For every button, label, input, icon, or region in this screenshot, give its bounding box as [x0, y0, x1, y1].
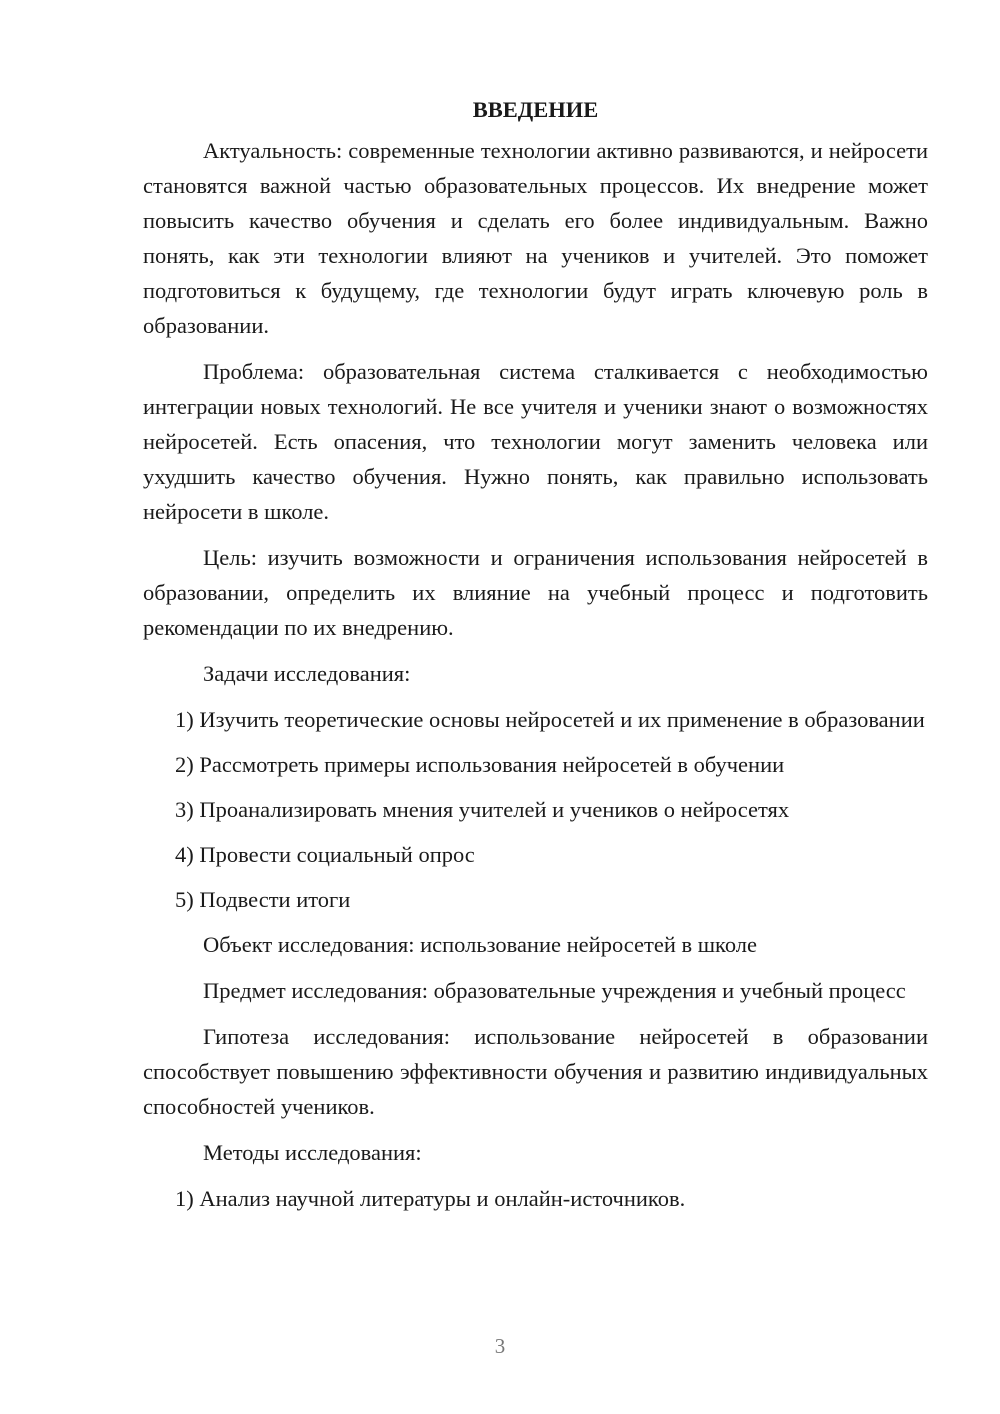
paragraph-relevance: Актуальность: современные технологии активно развиваются, и нейросети становятся важной частью образовательных процессов. Их внедрение может повысить качество обучения и сделать его более индивидуальным. Важно понять, как эти технологии влияют на учеников и учителей. Это поможет подготовиться к будущему, где технологии будут играть ключевую роль в образовании.: [143, 138, 928, 338]
task-item: 4) Провести социальный опрос: [175, 842, 475, 867]
document-page: [143, 92, 928, 1226]
task-item: 3) Проанализировать мнения учителей и учеников о нейросетях: [175, 797, 790, 822]
paragraph-hypothesis: Гипотеза исследования: использование нейросетей в образовании способствует повышению эффективности обучения и развитию индивидуальных способностей учеников.: [143, 1024, 928, 1119]
page-number: 3: [494, 1334, 506, 1358]
paragraph-problem: Проблема: образовательная система сталкивается с необходимостью интеграции новых технологий. Не все учителя и ученики знают о возможностях нейросетей. Есть опасения, что технологии могут заменить человека или ухудшить качество обучения. Нужно понять, как правильно использовать нейросети в школе.: [143, 359, 928, 524]
paragraph-goal: Цель: изучить возможности и ограничения использования нейросетей в образовании, определить их влияние на учебный процесс и подготовить рекомендации по их внедрению.: [143, 545, 928, 640]
methods-heading: Методы исследования:: [203, 1140, 422, 1165]
task-item: 5) Подвести итоги: [175, 887, 351, 912]
tasks-heading: Задачи исследования:: [203, 661, 411, 686]
task-item: 2) Рассмотреть примеры использования нейросетей в обучении: [175, 752, 785, 777]
method-item: 1) Анализ научной литературы и онлайн-источников.: [175, 1186, 686, 1211]
section-heading: ВВЕДЕНИЕ: [472, 97, 599, 122]
paragraph-object: Объект исследования: использование нейросетей в школе: [203, 932, 758, 957]
paragraph-subject: Предмет исследования: образовательные учреждения и учебный процесс: [203, 978, 906, 1003]
task-item: 1) Изучить теоретические основы нейросетей и их применение в образовании: [175, 707, 925, 732]
